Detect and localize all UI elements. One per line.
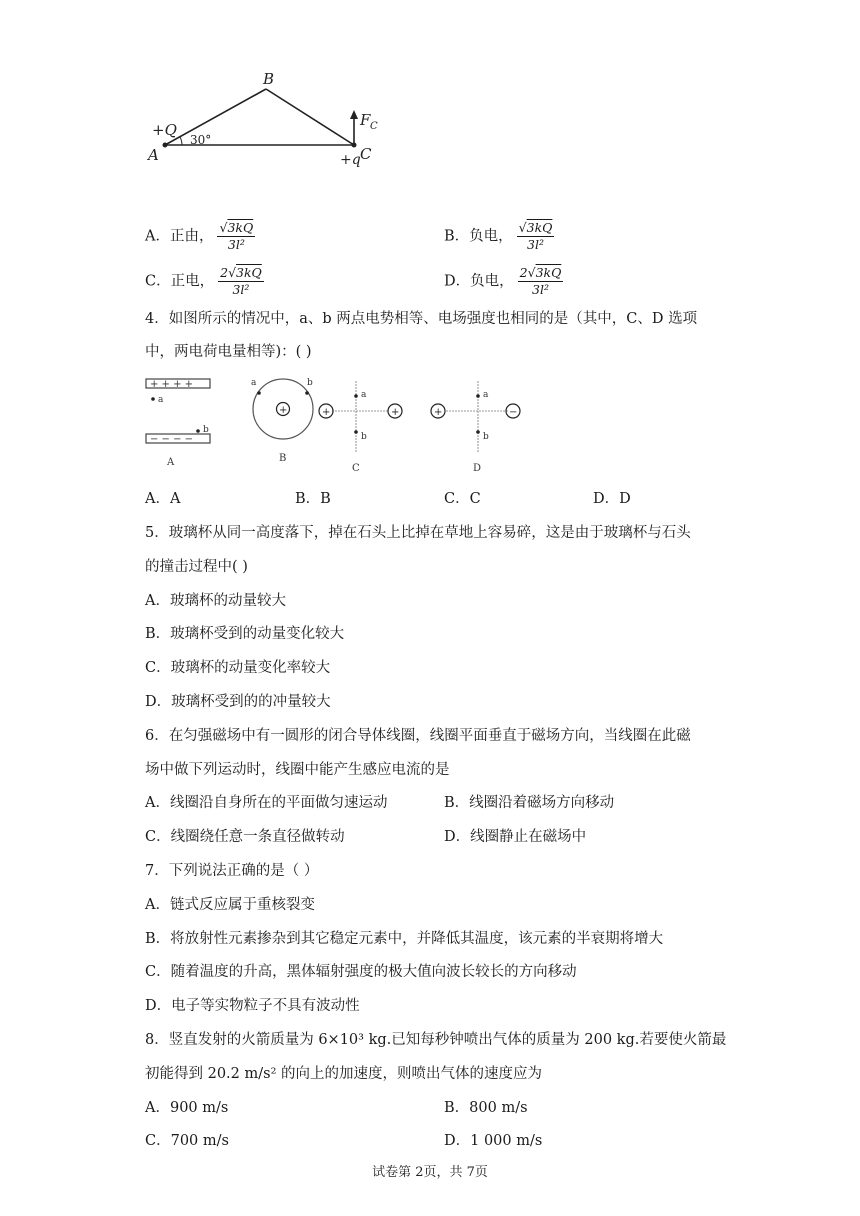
q4-stem-line2: 中，两电荷电量相等)：( ) (145, 344, 312, 360)
q4-figures (140, 372, 540, 472)
q3-option-a: A．正由， $\frac{√3kQ}{\text{3l²}}$ (145, 220, 254, 252)
q5-stem-line1: 5．玻璃杯从同一高度落下，掉在石头上比掉在草地上容易碎，这是由于玻璃杯与石头 (145, 525, 691, 541)
q6-option-b: B．线圈沿着磁场方向移动 (444, 795, 615, 811)
q7-option-c: C．随着温度的升高，黑体辐射强度的极大值向波长较长的方向移动 (145, 964, 577, 980)
q7-option-a: A．链式反应属于重核裂变 (145, 897, 315, 913)
svg-text:+: + (322, 407, 331, 418)
q6-option-d: D．线圈静止在磁场中 (444, 829, 587, 845)
q3-option-c: C．正电， $\frac{2√3kQ}{\text{3l²}}$ (145, 265, 262, 297)
svg-text:b: b (203, 425, 209, 435)
q7-option-b: B．将放射性元素掺杂到其它稳定元素中，并降低其温度，该元素的半衰期将增大 (145, 931, 664, 947)
q4-option-a: A．A (145, 491, 181, 507)
q5-stem-line2: 的撞击过程中( ) (145, 559, 248, 575)
svg-text:a: a (251, 378, 257, 388)
q6-stem-line1: 6．在匀强磁场中有一圆形的闭合导体线圈，线圈平面垂直于磁场方向，当线圈在此磁 (145, 728, 691, 744)
svg-text:D: D (473, 463, 482, 472)
svg-text:A: A (167, 457, 175, 468)
q7-option-d: D．电子等实物粒子不具有波动性 (145, 998, 360, 1014)
svg-text:−: − (509, 407, 518, 418)
svg-text:B: B (279, 453, 287, 464)
svg-text:a: a (158, 395, 164, 405)
q5-option-b: B．玻璃杯受到的动量变化较大 (145, 626, 345, 642)
label-C: C (360, 145, 372, 163)
q5-option-d: D．玻璃杯受到的的冲量较大 (145, 694, 331, 710)
q8-option-b: B．800 m/s (444, 1100, 528, 1116)
q3-option-d: D．负电， $\frac{2√3kQ}{\text{3l²}}$ (444, 265, 562, 297)
svg-text:b: b (361, 432, 367, 442)
label-A: A (148, 146, 159, 164)
svg-text:+: + (391, 407, 400, 418)
q8-option-a: A．900 m/s (145, 1100, 229, 1116)
label-Q: +Q (152, 121, 177, 139)
q8-stem-line1: 8．竖直发射的火箭质量为 6×10³ kg.已知每秒钟喷出气体的质量为 200 kg.若要使火箭最 (145, 1032, 727, 1048)
triangle-diagram (140, 68, 400, 178)
svg-text:− − − −: − − − − (150, 434, 194, 445)
q4-option-d: D．D (593, 491, 631, 507)
q6-stem-line2: 场中做下列运动时，线圈中能产生感应电流的是 (145, 762, 450, 778)
label-F-sub: C (370, 121, 378, 132)
q7-stem: 7．下列说法正确的是（ ） (145, 863, 319, 879)
q6-option-c: C．线圈绕任意一条直径做转动 (145, 829, 345, 845)
q5-option-c: C．玻璃杯的动量变化率较大 (145, 660, 331, 676)
label-F: F (360, 111, 371, 129)
q8-option-c: C．700 m/s (145, 1133, 229, 1149)
label-q: +q (340, 152, 361, 168)
svg-text:b: b (483, 432, 489, 442)
q8-stem-line2: 初能得到 20.2 m/s² 的向上的加速度，则喷出气体的速度应为 (145, 1066, 542, 1082)
q5-option-a: A．玻璃杯的动量较大 (145, 593, 286, 609)
q8-option-d: D．1 000 m/s (444, 1133, 543, 1149)
svg-text:+ + + +: + + + + (150, 379, 194, 390)
q3-option-b: B．负电， $\frac{√3kQ}{\text{3l²}}$ (444, 220, 553, 252)
svg-text:+: + (279, 405, 288, 416)
q4-option-b: B．B (295, 491, 331, 507)
label-B: B (263, 70, 275, 88)
svg-text:C: C (352, 463, 360, 472)
svg-text:+: + (434, 407, 443, 418)
page-footer: 试卷第 2页，共 7页 (372, 1165, 488, 1180)
svg-text:a: a (483, 390, 489, 400)
svg-text:b: b (307, 378, 313, 388)
q6-option-a: A．线圈沿自身所在的平面做匀速运动 (145, 795, 388, 811)
q4-option-c: C．C (444, 491, 481, 507)
label-angle: 30° (190, 133, 212, 147)
q4-stem-line1: 4．如图所示的情况中，a、b 两点电势相等、电场强度也相同的是（其中，C、D 选项 (145, 311, 698, 327)
svg-text:a: a (361, 390, 367, 400)
